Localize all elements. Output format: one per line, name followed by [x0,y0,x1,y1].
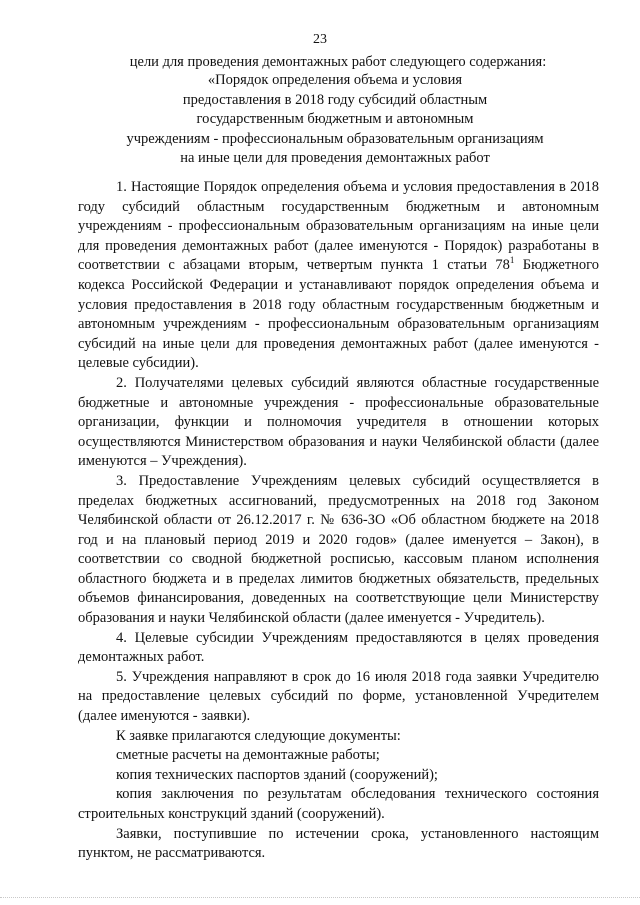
intro-line: цели для проведения демонтажных работ следующего содержания: [129,54,547,70]
paragraph-1 [78,178,599,374]
title-line: учреждениям - профессиональным образовательным организациям [126,130,544,147]
paragraph-3: 3. Предоставление Учреждениям целевых субсидий осуществляется в пределах бюджетных ассигнований, предусмотренных на 2018 год Законом Челябинской области от 26.12.2017 г. № 636-ЗО «Об областном бюджете на 2018 год и на плановый период 2019 и 2020 годов» (далее именуется – Закон), в соответствии со сводной бюджетной росписью, кассовым планом исполнения областного бюджета и в пределах лимитов бюджетных обязательств, предельных объемов финансирования, доведенных на соответствующие цели Министерству образования и науки Челябинской области (далее именуется - Учредитель). [78,472,599,627]
paragraph-1-text-b: Бюджетного кодекса Российской Федерации и устанавливают порядок определения объема и условия предоставления в 2018 году областным государственным бюджетным и автономным учреждениям - профессиональным образовательным организациям субсидий на иные цели для проведения демонтажных работ (далее именуются - целевые субсидии). [78,257,600,372]
paragraph-closing: Заявки, поступившие по истечении срока, установленного настоящим пунктом, не рассматриваются. [78,825,599,862]
document-list-item: копия заключения по результатам обследования технического состояния строительных конструкций зданий (сооружений). [78,786,599,822]
paragraph-2: 2. Получателями целевых субсидий являются областные государственные бюджетные и автономные учреждения - профессиональные образовательные организации, функции и полномочия учредителя в отношении которых осуществляются Министерством образования и науки Челябинской области (далее именуются – Учреждения). [78,374,599,470]
superscript: 1 [509,255,515,266]
paragraph-4: 4. Целевые субсидии Учреждениям предоставляются в целях проведения демонтажных работ. [78,629,599,666]
scan-edge-line [0,897,640,899]
paragraph-documents-intro: К заявке прилагаются следующие документы: [116,727,401,744]
paragraph-1-text-a: 1. Настоящие Порядок определения объема и условия предоставления в 2018 году субсидий областным государственным бюджетным и автономным учреждениям - профессиональным образовательным организациям на иные цели для проведения демонтажных работ (далее именуются - Порядок) разработаны в соответствии с абзацами вторым, четвертым пункта 1 статьи 78 [78,179,599,274]
document-list-item: сметные расчеты на демонтажные работы; [116,747,380,764]
paragraph-5: 5. Учреждения направляют в срок до 16 июля 2018 года заявки Учредителю на предоставление целевых субсидий по форме, установленной Учредителем (далее именуются - заявки). [78,668,599,725]
document-body [78,178,599,864]
title-line: государственным бюджетным и автономным [196,111,474,127]
title-line: предоставления в 2018 году субсидий областным [182,91,488,108]
page-number: 23 [313,32,327,47]
document-list-item: копия технических паспортов зданий (сооружений); [116,766,438,783]
document-title [70,71,600,169]
title-line: «Порядок определения объема и условия [207,72,463,88]
title-line: на иные цели для проведения демонтажных работ [180,150,490,166]
